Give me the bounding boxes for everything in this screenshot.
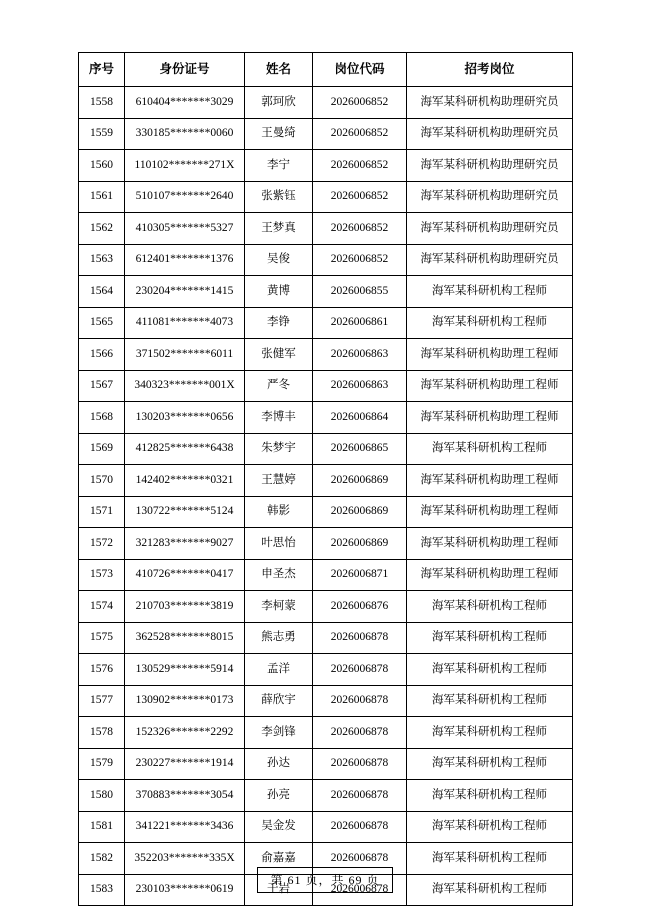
cell-code: 2026006876 bbox=[313, 591, 407, 623]
cell-name: 张紫钰 bbox=[245, 181, 313, 213]
cell-id: 371502*******6011 bbox=[125, 339, 245, 371]
cell-post: 海军某科研机构助理工程师 bbox=[407, 496, 573, 528]
cell-code: 2026006878 bbox=[313, 780, 407, 812]
cell-post: 海军某科研机构助理研究员 bbox=[407, 87, 573, 119]
cell-name: 李博丰 bbox=[245, 402, 313, 434]
table-row bbox=[79, 685, 573, 717]
column-header-id: 身份证号 bbox=[125, 53, 245, 87]
cell-post: 海军某科研机构助理研究员 bbox=[407, 150, 573, 182]
cell-code: 2026006878 bbox=[313, 811, 407, 843]
cell-post: 海军某科研机构工程师 bbox=[407, 843, 573, 875]
table-row bbox=[79, 622, 573, 654]
cell-post: 海军某科研机构工程师 bbox=[407, 307, 573, 339]
cell-post: 海军某科研机构工程师 bbox=[407, 591, 573, 623]
cell-seq: 1575 bbox=[79, 622, 125, 654]
cell-seq: 1576 bbox=[79, 654, 125, 686]
cell-post: 海军某科研机构助理工程师 bbox=[407, 465, 573, 497]
cell-name: 李宁 bbox=[245, 150, 313, 182]
table-row bbox=[79, 213, 573, 245]
table-row bbox=[79, 307, 573, 339]
cell-id: 110102*******271X bbox=[125, 150, 245, 182]
table-row bbox=[79, 276, 573, 308]
cell-code: 2026006852 bbox=[313, 118, 407, 150]
table-row bbox=[79, 87, 573, 119]
cell-post: 海军某科研机构工程师 bbox=[407, 654, 573, 686]
cell-name: 王梦真 bbox=[245, 213, 313, 245]
cell-code: 2026006869 bbox=[313, 496, 407, 528]
cell-code: 2026006878 bbox=[313, 748, 407, 780]
cell-seq: 1565 bbox=[79, 307, 125, 339]
page-number-label: 第 61 页，共 69 页 bbox=[257, 867, 392, 893]
cell-post: 海军某科研机构助理工程师 bbox=[407, 370, 573, 402]
cell-seq: 1568 bbox=[79, 402, 125, 434]
cell-code: 2026006878 bbox=[313, 685, 407, 717]
cell-seq: 1579 bbox=[79, 748, 125, 780]
cell-name: 韩影 bbox=[245, 496, 313, 528]
cell-code: 2026006878 bbox=[313, 717, 407, 749]
cell-name: 郭珂欣 bbox=[245, 87, 313, 119]
table-row bbox=[79, 748, 573, 780]
cell-post: 海军某科研机构工程师 bbox=[407, 622, 573, 654]
cell-name: 吴金发 bbox=[245, 811, 313, 843]
cell-code: 2026006861 bbox=[313, 307, 407, 339]
cell-post: 海军某科研机构助理研究员 bbox=[407, 118, 573, 150]
cell-seq: 1580 bbox=[79, 780, 125, 812]
cell-code: 2026006863 bbox=[313, 370, 407, 402]
cell-id: 411081*******4073 bbox=[125, 307, 245, 339]
cell-post: 海军某科研机构助理研究员 bbox=[407, 181, 573, 213]
cell-seq: 1573 bbox=[79, 559, 125, 591]
cell-code: 2026006878 bbox=[313, 843, 407, 875]
table-row bbox=[79, 118, 573, 150]
cell-id: 412825*******6438 bbox=[125, 433, 245, 465]
cell-seq: 1569 bbox=[79, 433, 125, 465]
cell-code: 2026006864 bbox=[313, 402, 407, 434]
cell-name: 李剑锋 bbox=[245, 717, 313, 749]
cell-id: 130203*******0656 bbox=[125, 402, 245, 434]
cell-name: 孟洋 bbox=[245, 654, 313, 686]
column-header-code: 岗位代码 bbox=[313, 53, 407, 87]
cell-post: 海军某科研机构工程师 bbox=[407, 276, 573, 308]
cell-seq: 1567 bbox=[79, 370, 125, 402]
table-row bbox=[79, 402, 573, 434]
candidate-roster-table bbox=[78, 52, 573, 906]
cell-code: 2026006878 bbox=[313, 622, 407, 654]
cell-seq: 1578 bbox=[79, 717, 125, 749]
cell-id: 130902*******0173 bbox=[125, 685, 245, 717]
cell-seq: 1559 bbox=[79, 118, 125, 150]
cell-post: 海军某科研机构工程师 bbox=[407, 874, 573, 906]
cell-post: 海军某科研机构助理工程师 bbox=[407, 559, 573, 591]
table-row bbox=[79, 150, 573, 182]
cell-post: 海军某科研机构工程师 bbox=[407, 433, 573, 465]
cell-id: 330185*******0060 bbox=[125, 118, 245, 150]
cell-id: 230227*******1914 bbox=[125, 748, 245, 780]
cell-seq: 1558 bbox=[79, 87, 125, 119]
table-row bbox=[79, 559, 573, 591]
table-row bbox=[79, 780, 573, 812]
cell-seq: 1562 bbox=[79, 213, 125, 245]
cell-name: 吴俊 bbox=[245, 244, 313, 276]
cell-code: 2026006871 bbox=[313, 559, 407, 591]
table-header-row bbox=[79, 53, 573, 87]
cell-code: 2026006852 bbox=[313, 87, 407, 119]
cell-name: 孙达 bbox=[245, 748, 313, 780]
cell-seq: 1583 bbox=[79, 874, 125, 906]
cell-name: 薛欣宇 bbox=[245, 685, 313, 717]
cell-post: 海军某科研机构助理工程师 bbox=[407, 402, 573, 434]
cell-seq: 1564 bbox=[79, 276, 125, 308]
cell-name: 严冬 bbox=[245, 370, 313, 402]
cell-name: 朱梦宇 bbox=[245, 433, 313, 465]
cell-post: 海军某科研机构工程师 bbox=[407, 717, 573, 749]
cell-name: 张健军 bbox=[245, 339, 313, 371]
cell-seq: 1566 bbox=[79, 339, 125, 371]
cell-seq: 1563 bbox=[79, 244, 125, 276]
column-header-post: 招考岗位 bbox=[407, 53, 573, 87]
cell-id: 612401*******1376 bbox=[125, 244, 245, 276]
table-row bbox=[79, 496, 573, 528]
column-header-seq: 序号 bbox=[79, 53, 125, 87]
cell-code: 2026006852 bbox=[313, 181, 407, 213]
cell-code: 2026006878 bbox=[313, 654, 407, 686]
cell-post: 海军某科研机构工程师 bbox=[407, 748, 573, 780]
cell-id: 130529*******5914 bbox=[125, 654, 245, 686]
cell-name: 黄博 bbox=[245, 276, 313, 308]
table-row bbox=[79, 181, 573, 213]
cell-id: 410305*******5327 bbox=[125, 213, 245, 245]
cell-name: 叶思怡 bbox=[245, 528, 313, 560]
cell-post: 海军某科研机构助理工程师 bbox=[407, 339, 573, 371]
table-row bbox=[79, 591, 573, 623]
table-row bbox=[79, 528, 573, 560]
cell-id: 410726*******0417 bbox=[125, 559, 245, 591]
cell-seq: 1582 bbox=[79, 843, 125, 875]
cell-id: 130722*******5124 bbox=[125, 496, 245, 528]
cell-post: 海军某科研机构工程师 bbox=[407, 811, 573, 843]
cell-id: 230204*******1415 bbox=[125, 276, 245, 308]
cell-id: 210703*******3819 bbox=[125, 591, 245, 623]
cell-name: 俞嘉嘉 bbox=[245, 843, 313, 875]
cell-post: 海军某科研机构助理研究员 bbox=[407, 244, 573, 276]
cell-id: 352203*******335X bbox=[125, 843, 245, 875]
table-row bbox=[79, 811, 573, 843]
cell-post: 海军某科研机构助理工程师 bbox=[407, 528, 573, 560]
cell-code: 2026006869 bbox=[313, 528, 407, 560]
cell-code: 2026006878 bbox=[313, 874, 407, 906]
page-footer bbox=[0, 867, 650, 893]
cell-code: 2026006852 bbox=[313, 150, 407, 182]
cell-post: 海军某科研机构助理研究员 bbox=[407, 213, 573, 245]
cell-code: 2026006863 bbox=[313, 339, 407, 371]
table-row bbox=[79, 717, 573, 749]
cell-id: 610404*******3029 bbox=[125, 87, 245, 119]
cell-seq: 1572 bbox=[79, 528, 125, 560]
cell-id: 142402*******0321 bbox=[125, 465, 245, 497]
table-body bbox=[79, 87, 573, 906]
cell-code: 2026006852 bbox=[313, 213, 407, 245]
cell-code: 2026006852 bbox=[313, 244, 407, 276]
cell-post: 海军某科研机构工程师 bbox=[407, 780, 573, 812]
cell-name: 熊志勇 bbox=[245, 622, 313, 654]
cell-id: 370883*******3054 bbox=[125, 780, 245, 812]
table-row bbox=[79, 654, 573, 686]
table-row bbox=[79, 244, 573, 276]
cell-seq: 1560 bbox=[79, 150, 125, 182]
cell-seq: 1570 bbox=[79, 465, 125, 497]
cell-name: 于岩 bbox=[245, 874, 313, 906]
cell-seq: 1574 bbox=[79, 591, 125, 623]
cell-id: 510107*******2640 bbox=[125, 181, 245, 213]
column-header-name: 姓名 bbox=[245, 53, 313, 87]
cell-seq: 1571 bbox=[79, 496, 125, 528]
cell-code: 2026006869 bbox=[313, 465, 407, 497]
cell-code: 2026006855 bbox=[313, 276, 407, 308]
cell-name: 李柯蒙 bbox=[245, 591, 313, 623]
cell-id: 341221*******3436 bbox=[125, 811, 245, 843]
cell-name: 孙亮 bbox=[245, 780, 313, 812]
cell-code: 2026006865 bbox=[313, 433, 407, 465]
cell-id: 362528*******8015 bbox=[125, 622, 245, 654]
cell-name: 王曼绮 bbox=[245, 118, 313, 150]
cell-id: 321283*******9027 bbox=[125, 528, 245, 560]
table-row bbox=[79, 433, 573, 465]
cell-seq: 1581 bbox=[79, 811, 125, 843]
cell-name: 王慧婷 bbox=[245, 465, 313, 497]
table-row bbox=[79, 465, 573, 497]
cell-id: 340323*******001X bbox=[125, 370, 245, 402]
cell-id: 152326*******2292 bbox=[125, 717, 245, 749]
table-row bbox=[79, 339, 573, 371]
cell-seq: 1577 bbox=[79, 685, 125, 717]
cell-seq: 1561 bbox=[79, 181, 125, 213]
cell-name: 申圣杰 bbox=[245, 559, 313, 591]
table-row bbox=[79, 370, 573, 402]
cell-id: 230103*******0619 bbox=[125, 874, 245, 906]
cell-name: 李铮 bbox=[245, 307, 313, 339]
cell-post: 海军某科研机构工程师 bbox=[407, 685, 573, 717]
